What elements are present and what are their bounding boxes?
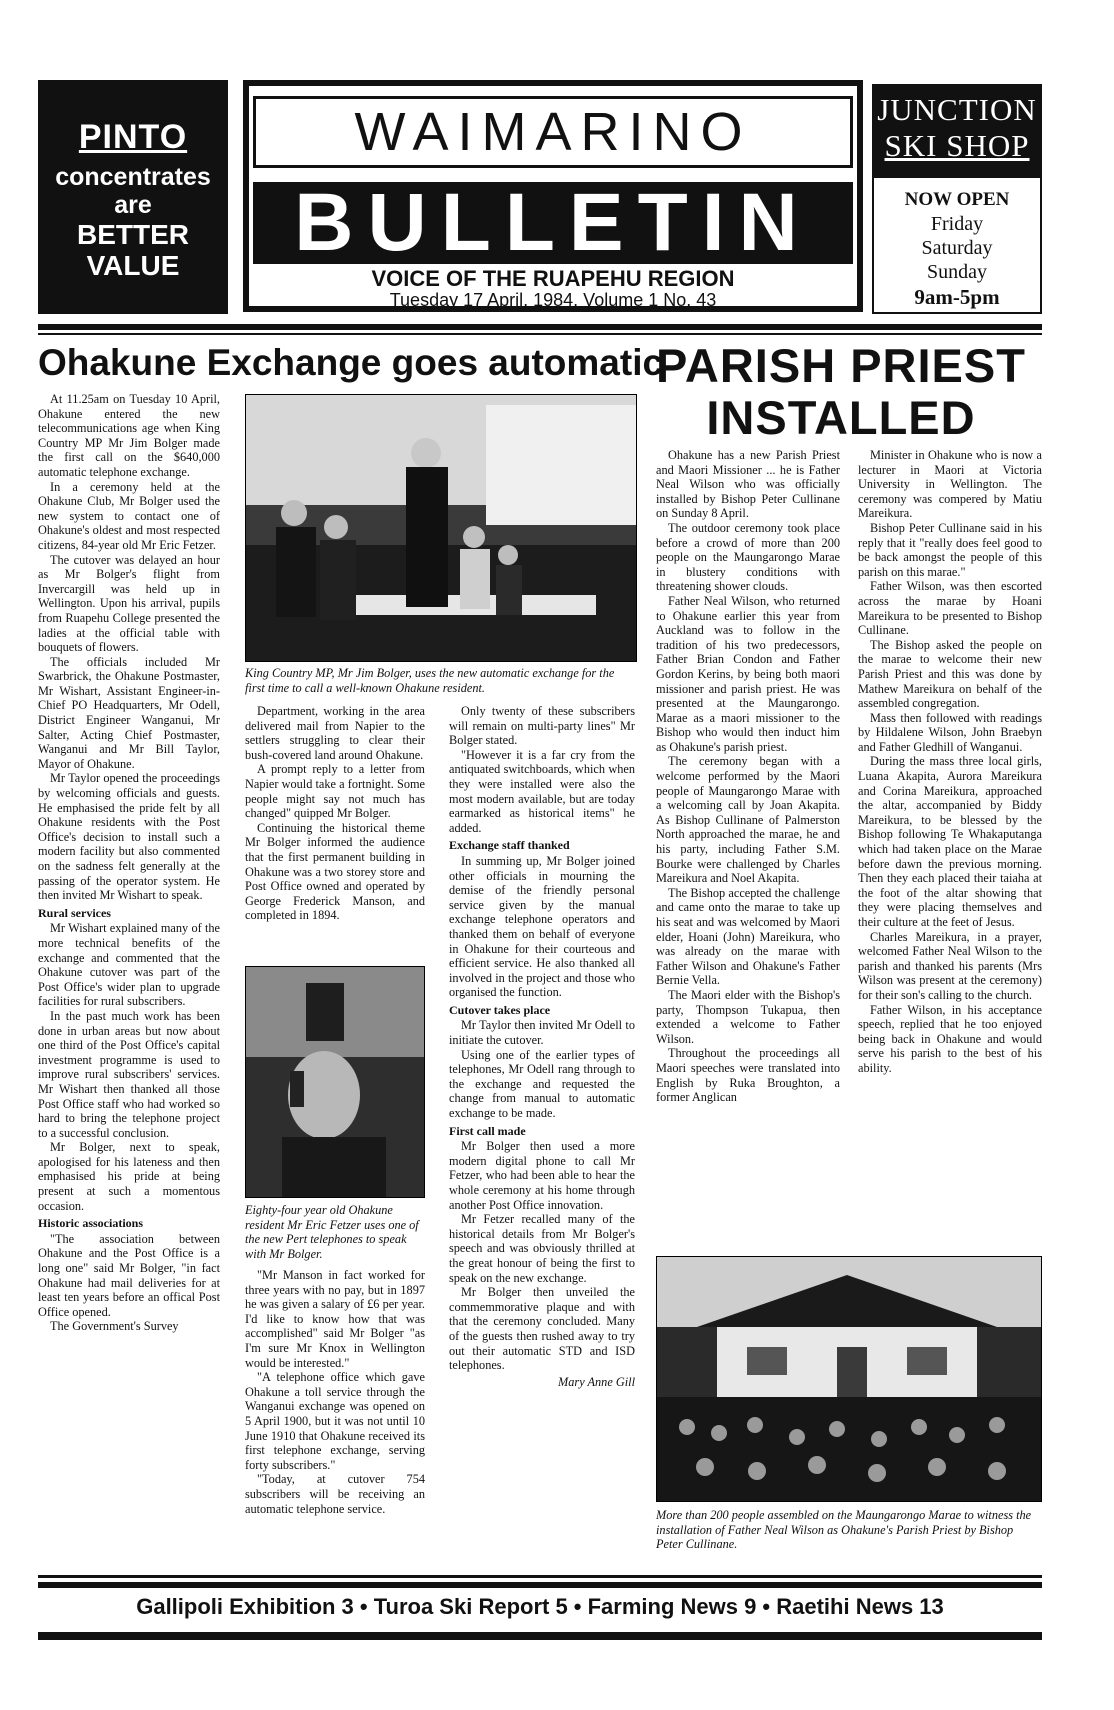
- ski-shop-title-1: JUNCTION: [877, 92, 1037, 127]
- story1-column-2b: [245, 1268, 425, 1568]
- story2-headline-line-2: INSTALLED: [706, 391, 976, 444]
- paragraph: Department, working in the area delivered mail from Napier to the settlers struggling to clear their bush-covered land around Ohakune.: [245, 704, 425, 762]
- ski-shop-hours: 9am-5pm: [914, 285, 1000, 309]
- fetzer-photo-caption: Eighty-four year old Ohakune resident Mr Eric Fetzer uses one of the new Pert telephones to speak with Mr Bolger.: [245, 1203, 419, 1261]
- paragraph: "A telephone office which gave Ohakune a toll service through the Wanganui exchange was opened on 5 April 1900, but it was not until 10 June 1910 that Ohakune received its first telephone exchange, serving forty subscribers.": [245, 1370, 425, 1472]
- subheading: Cutover takes place: [449, 1002, 551, 1017]
- ski-shop-day: Saturday: [921, 237, 993, 259]
- paragraph: The outdoor ceremony took place before a crowd of more than 200 people on the Maungarongo Marae in blustery conditions with threatening shower clouds.: [656, 520, 840, 594]
- paragraph: "However it is a far cry from the antiquated switchboards, which when they were installed were also the most modern available, but are today earmarked as historical items" he added.: [449, 747, 635, 835]
- paragraph: Mr Fetzer recalled many of the historical details from Mr Bolger's speech and was obviously thrilled at the great honour of being the first to speak on the new exchange.: [449, 1212, 635, 1285]
- masthead: [243, 80, 863, 312]
- bolger-telephone-photo: [245, 394, 637, 662]
- paragraph: The officials included Mr Swarbrick, the Ohakune Postmaster, Mr Wishart, Assistant Engineer-in-Chief PO Headquarters, Mr Odell, District Engineer Wanganui, Mr Salter, Acting Chief Postmaster, Wanganui and Mr Bill Taylor, Mayor of Ohakune.: [38, 654, 220, 771]
- paragraph: Charles Mareikura, in a prayer, welcomed Father Neal Wilson to the parish and thanked his parents (Mrs Wilson was present at the ceremony) for their son's calling to the church.: [858, 929, 1042, 1002]
- paragraph: Minister in Ohakune who is now a lecturer in Maori at Victoria University in Wellington. The ceremony was compered by Matiu Mareikura.: [858, 448, 1042, 521]
- paragraph: Mr Bolger then used a more modern digital phone to call Mr Fetzer, who had been able to hear the whole ceremony at his home through another Post Office innovation.: [449, 1139, 635, 1212]
- masthead-name-bottom: BULLETIN: [253, 182, 853, 264]
- marae-ceremony-photo: [656, 1256, 1042, 1502]
- paragraph: Mr Taylor then invited Mr Odell to initiate the cutover.: [449, 1018, 635, 1048]
- ski-shop-title: [874, 86, 1040, 178]
- paragraph: Mass then followed with readings by Hildalene Wilson, John Braebyn and Father Gledhill of Wanganui.: [858, 710, 1042, 754]
- paragraph: "Today, at cutover 754 subscribers will be receiving an automatic telephone service.: [245, 1472, 425, 1516]
- paragraph: In summing up, Mr Bolger joined other officials in mourning the demise of the friendly personal service given by the manual exchange telephone operators and thanked them on behalf of everyone in Ohakune for their courteous and efficient service. He also thanked all involved in the project and those who organised the function.: [449, 853, 635, 1000]
- paragraph: At 11.25am on Tuesday 10 April, Ohakune entered the new telecommunications age when King Country MP Mr Jim Bolger made the first call on the $640,000 automatic telephone exchange.: [38, 392, 220, 479]
- story2-headline-line-1: PARISH PRIEST: [656, 339, 1026, 392]
- paragraph: Mr Bolger, next to speak, apologised for his lateness and then emphasised his pride at being present at such a momentous occasion.: [38, 1140, 220, 1213]
- paragraph: The Maori elder with the Bishop's party, Thompson Tukapua, then extended a welcome to Father Wilson.: [656, 987, 840, 1046]
- subheading: First call made: [449, 1123, 526, 1138]
- story1-headline: Ohakune Exchange goes automatic: [38, 342, 664, 383]
- paragraph: The ceremony began with a welcome performed by the Maori people of Maungarongo Marae with a welcoming call by Joan Akapita. As Bishop Cullinane of Palmerston North approached the marae, he and his party, including Father S.M. Bourke were challenged by Charles Mareikura and Noel Akapita.: [656, 754, 840, 886]
- paragraph: Father Wilson, was then escorted across the marae by Hoani Mareikura to be presented to Bishop Cullinane.: [858, 579, 1042, 638]
- ski-shop-day: Friday: [930, 213, 984, 235]
- divider: [38, 1575, 1042, 1578]
- marae-ceremony-photo-image: [657, 1257, 1042, 1502]
- ski-shop-advertisement: [872, 84, 1042, 314]
- story1-column-2: [245, 704, 425, 966]
- divider: [38, 1582, 1042, 1588]
- paragraph: Mr Wishart explained many of the more technical benefits of the exchange and commented that the Ohakune cutover was part of the Post Office's wider plan to upgrade facilities for rural subscribers.: [38, 921, 220, 1009]
- story2-column-2: [858, 448, 1042, 1240]
- subheading: Exchange staff thanked: [449, 838, 570, 853]
- pinto-line-2: are: [114, 191, 152, 219]
- issue-date: Tuesday 17 April, 1984. Volume 1 No. 43: [389, 290, 717, 310]
- pinto-line-1: concentrates: [55, 163, 211, 191]
- paragraph: Only twenty of these subscribers will remain on multi-party lines" Mr Bolger stated.: [449, 704, 635, 748]
- paragraph: During the mass three local girls, Luana Akapita, Aurora Mareikura and Corina Mareikura, approached the altar, accompanied by Biddy Mareikura, to be blessed by the Bishop following Te Whakaputanga which had taken place on the Marae before dawn the previous morning. Then they each placed their taiaha at the foot of the altar showing that they were placing themselves and their culture at the feet of Jesus.: [858, 754, 1042, 929]
- paragraph: "The association between Ohakune and the Post Office is a long one" said Mr Bolger, "in fact Ohakune had mail deliveries for at least ten years before an offical Post Office opened.: [38, 1231, 220, 1319]
- pinto-line-4: VALUE: [86, 250, 180, 281]
- paragraph: Continuing the historical theme Mr Bolger informed the audience that the first permanent building in Ohakune was a two storey store and Post Office owned and operated by George Frederick Manson, and completed in 1894.: [245, 820, 425, 923]
- paragraph: In a ceremony held at the Ohakune Club, Mr Bolger used the new system to contact one of Ohakune's oldest and most respected citizens, 84-year old Mr Eric Fetzer.: [38, 479, 220, 552]
- byline: Mary Anne Gill: [558, 1374, 635, 1389]
- bolger-photo-caption: King Country MP, Mr Jim Bolger, uses the new automatic exchange for the first time to call a well-known Ohakune resident.: [245, 666, 615, 695]
- ski-shop-title-2: SKI SHOP: [884, 128, 1030, 163]
- paragraph: Throughout the proceedings all Maori speeches were translated into English by Ruka Broughton, a former Anglican: [656, 1046, 840, 1105]
- paragraph: Father Neal Wilson, who returned to Ohakune earlier this year from Auckland was to follow in the tradition of his two predecessors, Father Brian Condon and Father Gordon Kerins, by being both maori missioner and parish priest. He was presented at the Maungarongo. Marae as a maori missioner to the Bishop who would then induct him as Ohakune's parish priest.: [656, 593, 840, 754]
- story1-column-1: [38, 392, 220, 1568]
- divider: [38, 324, 1042, 330]
- pinto-brand: PINTO: [78, 118, 188, 156]
- paragraph: The cutover was delayed an hour as Mr Bolger's flight from Invercargill was held up in Wellington. Upon his arrival, pupils from Ruapehu College presented the ladies at the official table with bouquets of flowers.: [38, 552, 220, 655]
- paragraph: The Government's Survey: [50, 1319, 179, 1334]
- paragraph: The Bishop accepted the challenge and came onto the marae to take up his seat and was welcomed by Maori elder, Hoani (John) Mareikura, who was already on the marae with Father Wilson and Ohakune's Father Bernie Vella.: [656, 885, 840, 988]
- paragraph: The Bishop asked the people on the marae to welcome their new Parish Priest and this was done by Mathew Mareikura on behalf of the assembled congregation.: [858, 637, 1042, 711]
- paragraph: Bishop Peter Cullinane said in his reply that it "really does feel good to be back amongst the people of this parish on this marae.": [858, 520, 1042, 579]
- masthead-tagline: VOICE OF THE RUAPEHU REGION: [371, 266, 735, 291]
- divider: [38, 333, 1042, 335]
- paragraph: "Mr Manson in fact worked for three years with no pay, but in 1897 he was given a salary of £6 per year. I'd like to know how that was accomplished" said Mr Bolger "as I'm sure Mr Knox in Wellington would be interested.": [245, 1268, 425, 1370]
- inside-pages-teaser: Gallipoli Exhibition 3 • Turoa Ski Report 5 • Farming News 9 • Raetihi News 13: [136, 1594, 944, 1619]
- pinto-advertisement: [38, 80, 228, 314]
- paragraph: Mr Bolger then unveiled the commemmorative plaque and with that the ceremony concluded. Many of the guests then rushed away to try out their automatic STD and ISD telephones.: [449, 1285, 635, 1373]
- ski-shop-day: Sunday: [927, 261, 987, 283]
- divider: [38, 1632, 1042, 1640]
- subheading: Rural services: [38, 905, 111, 920]
- paragraph: Ohakune has a new Parish Priest and Maori Missioner ... he is Father Neal Wilson who was officially installed by Bishop Peter Cullinane on Sunday 8 April.: [656, 448, 840, 521]
- masthead-name-top: WAIMARINO: [253, 96, 853, 168]
- fetzer-telephone-photo-image: [246, 967, 425, 1198]
- pinto-line-3: BETTER: [77, 219, 189, 250]
- ski-shop-status: NOW OPEN: [904, 189, 1010, 210]
- story2-headline: [640, 340, 1042, 444]
- paragraph: Father Wilson, in his acceptance speech, replied that he too enjoyed being back in Ohakune and would serve his parish to the best of his ability.: [858, 1002, 1042, 1075]
- paragraph: A prompt reply to a letter from Napier would take a fortnight. Some people might say not much has changed" quipped Mr Bolger.: [245, 762, 425, 821]
- marae-photo-caption: More than 200 people assembled on the Maungarongo Marae to witness the installation of Father Neal Wilson as Ohakune's Parish Priest by Bishop Peter Cullinane.: [656, 1508, 1032, 1551]
- paragraph: Mr Taylor opened the proceedings by welcoming officials and guests. He emphasised the pride felt by all Ohakune residents with the Post Office's decision to install such a modern facility but also commented on the sadness felt generally at the passing of the operator system. He then invited Mr Wishart to speak.: [38, 771, 220, 903]
- paragraph: Using one of the earlier types of telephones, Mr Odell rang through to the exchange and requested the change from manual to automatic exchange to be made.: [449, 1047, 635, 1121]
- subheading: Historic associations: [38, 1216, 143, 1231]
- fetzer-telephone-photo: [245, 966, 425, 1198]
- story2-column-1: [656, 448, 840, 1240]
- bolger-telephone-photo-image: [246, 395, 637, 662]
- paragraph: In the past much work has been done in urban areas but now about one third of the Post Office's capital investment programme is used to improve rural subscribers' services. Mr Wishart then thanked all those Post Office staff who had worked so hard to bring the telephone project to a successful conclusion.: [38, 1008, 220, 1140]
- story1-column-3: [449, 704, 635, 1568]
